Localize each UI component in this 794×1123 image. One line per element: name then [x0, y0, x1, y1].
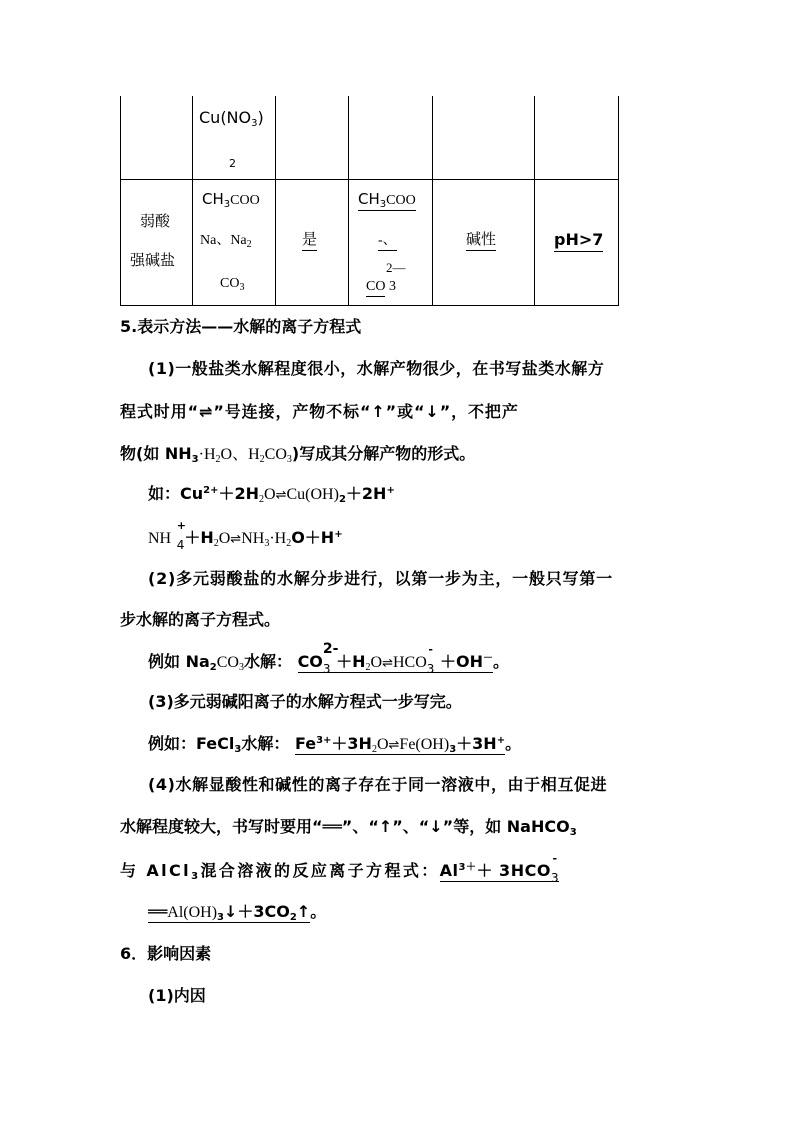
sub: 3: [234, 744, 242, 755]
sup: +: [496, 735, 506, 746]
formula-sub: 3: [251, 118, 258, 129]
text: 例如 Na: [148, 652, 210, 671]
p4-line2: [120, 819, 577, 838]
carbonate-charge: [322, 641, 339, 676]
sub: 3: [238, 662, 244, 673]
sub: 2: [259, 454, 265, 465]
text: ·H: [269, 530, 287, 547]
answer-text: pH>7: [554, 230, 603, 252]
sub: 4: [176, 538, 185, 552]
text: 与 AlCl: [120, 861, 192, 880]
sub: 3: [569, 827, 577, 838]
table-border: [432, 96, 433, 306]
property-answer: [466, 232, 496, 247]
sub: 2: [289, 912, 297, 923]
equilibrium-arrow: ⇌: [230, 532, 242, 547]
ammonium-charge: [176, 519, 186, 552]
sup: -: [428, 643, 433, 656]
text: ＋3H: [331, 734, 372, 753]
example-line3: [220, 277, 244, 293]
example-3: [148, 641, 510, 676]
text: ”、“↑”、“↓”等，如 NaHCO: [341, 817, 570, 836]
formula-text: Cu(NO: [199, 108, 252, 127]
sup: +: [176, 519, 186, 532]
text: O: [264, 486, 276, 503]
sup: +: [386, 485, 395, 496]
sub: 2: [209, 662, 217, 673]
sub: 2: [365, 662, 371, 673]
text: 水解：: [241, 734, 290, 753]
table-border: [120, 96, 121, 306]
text: O: [370, 654, 383, 671]
text: Al: [439, 861, 459, 880]
text: Na、Na: [200, 233, 247, 248]
p4-line4: [148, 904, 326, 923]
text: ＋ 3HCO: [476, 861, 551, 880]
sub: 2: [371, 744, 377, 755]
p1-line2: 程式时用“⇌”号连接，产物不标“↑”或“↓”，不把产: [120, 402, 519, 421]
sup: 2+: [203, 485, 219, 496]
text: ·H: [198, 446, 216, 463]
table-cell-formula-sub: 2: [229, 157, 236, 170]
sub: 3: [379, 199, 387, 210]
text: CO: [264, 446, 287, 463]
equals-sign: ══: [148, 902, 168, 921]
text: 水解程度较大，书写时要用“: [120, 817, 323, 836]
text: CO: [220, 276, 240, 291]
hydrolyzes-answer: [302, 232, 317, 247]
table-border: [348, 96, 349, 306]
sub: 3: [550, 871, 560, 885]
sub: 3: [217, 912, 224, 923]
table-border: [120, 179, 619, 180]
ions-line1: [358, 192, 416, 210]
table-cell-formula: [199, 110, 264, 129]
text: 混合溶液的反应离子方程式：: [200, 861, 440, 880]
salt-type-line1: 弱酸: [140, 212, 171, 230]
text: CO: [366, 279, 385, 297]
equilibrium-arrow: ⇌: [275, 488, 287, 503]
text: COO: [386, 193, 416, 208]
example-line1: [202, 192, 260, 210]
text: 。: [493, 652, 510, 671]
p4-line1: (4)水解显酸性和碱性的离子存在于同一溶液中，由于相互促进: [148, 775, 608, 794]
sub: 3: [286, 454, 292, 465]
example-4: [148, 736, 521, 755]
text: O、H: [220, 446, 260, 463]
ions-line3-sup: 2—: [386, 260, 406, 275]
formula-text: ): [257, 108, 264, 127]
text: 水解：: [243, 652, 292, 671]
table-border: [120, 305, 619, 306]
text: CH: [358, 190, 380, 208]
p1-line1: (1)一般盐类水解程度很小，水解产物很少，在书写盐类水解方: [148, 359, 605, 378]
text: ＋H: [184, 528, 214, 547]
sub: 2: [338, 494, 346, 505]
text: ＋H: [336, 652, 366, 671]
text: -、: [378, 233, 397, 251]
text: 。: [310, 902, 327, 921]
sup: 2: [322, 641, 333, 657]
sub: 3: [449, 744, 457, 755]
salt-hydrolysis-table: [120, 96, 619, 306]
text: O: [376, 736, 389, 753]
text: ＋OH: [440, 652, 483, 671]
text: Fe: [294, 734, 317, 753]
sub: 3: [239, 282, 245, 293]
heading-number: 5: [120, 317, 132, 336]
text: 物(如 NH: [120, 444, 192, 463]
heading-text: ．影响因素: [131, 944, 212, 963]
equilibrium-arrow: ⇌: [382, 656, 393, 671]
text: CO: [297, 652, 323, 671]
p4-line3: [120, 852, 560, 885]
example-1: [148, 486, 395, 505]
sub: 3: [223, 199, 231, 210]
salt-type-line2: 强碱盐: [130, 251, 176, 269]
sub: 2: [246, 239, 252, 250]
sup: -: [552, 852, 558, 865]
example-line2: [200, 234, 252, 250]
bicarbonate-charge: [426, 643, 435, 676]
text: NH: [148, 530, 172, 547]
sub: 2: [215, 454, 221, 465]
sub: 2: [286, 538, 292, 549]
table-border: [275, 96, 276, 306]
table-border: [534, 96, 535, 306]
section-6-heading: [120, 946, 211, 962]
text: ＋2H: [345, 484, 387, 503]
ions-line3: [366, 280, 396, 294]
text: O: [218, 530, 231, 547]
ions-line2: [378, 234, 397, 248]
text: 。: [505, 734, 522, 753]
text: COO: [230, 193, 260, 208]
p2-line1: (2)多元弱酸盐的水解分步进行，以第一步为主，一般只写第一: [148, 569, 613, 588]
ph-answer: [554, 232, 603, 248]
text: CO: [216, 654, 239, 671]
section-5-heading: [120, 319, 361, 335]
p2-line2: 步水解的离子方程式。: [120, 610, 281, 629]
sub: 2: [213, 538, 219, 549]
text: Cu: [180, 484, 204, 503]
text: O＋H: [291, 528, 335, 547]
sup: +: [334, 529, 343, 540]
example-2: [148, 519, 343, 552]
answer-text: 是: [302, 230, 317, 251]
text: ＋3H: [456, 734, 497, 753]
text: 3: [388, 279, 396, 294]
text: ＋2H: [218, 484, 260, 503]
heading-text: .表示方法——水解的离子方程式: [131, 317, 362, 336]
sup: 3+: [316, 735, 332, 746]
sub: 3: [322, 662, 331, 676]
text: ↑: [296, 902, 311, 921]
sub: 3: [191, 871, 201, 882]
equilibrium-arrow: ⇌: [388, 738, 400, 753]
answer-text: 碱性: [466, 230, 496, 251]
text: CH: [202, 190, 224, 208]
sub: 2: [259, 494, 265, 505]
sup: 3＋: [458, 862, 477, 873]
section-6-item-1: (1)内因: [148, 986, 206, 1005]
text: HCO: [393, 654, 427, 671]
sub: 3: [191, 454, 199, 465]
p1-line3: [120, 446, 475, 465]
text: Cu(OH): [286, 486, 339, 503]
text: Fe(OH): [399, 736, 450, 753]
sub: 3: [264, 538, 270, 549]
text: ↓＋3CO: [224, 902, 290, 921]
text: NH: [241, 530, 265, 547]
bicarbonate-charge: [550, 852, 560, 885]
text: 如：: [148, 484, 181, 503]
text: Al(OH): [167, 904, 218, 921]
sub: 3: [426, 662, 435, 676]
equals-sign: ══: [322, 817, 342, 836]
text: )写成其分解产物的形式。: [291, 444, 476, 463]
sup: －: [483, 653, 493, 664]
heading-number: 6: [120, 944, 132, 963]
sup: -: [332, 641, 339, 657]
table-border: [192, 96, 193, 306]
text: 例如：FeCl: [148, 734, 235, 753]
p3-line1: (3)多元弱碱阳离子的水解方程式一步写完。: [148, 692, 462, 711]
table-border: [618, 96, 619, 306]
